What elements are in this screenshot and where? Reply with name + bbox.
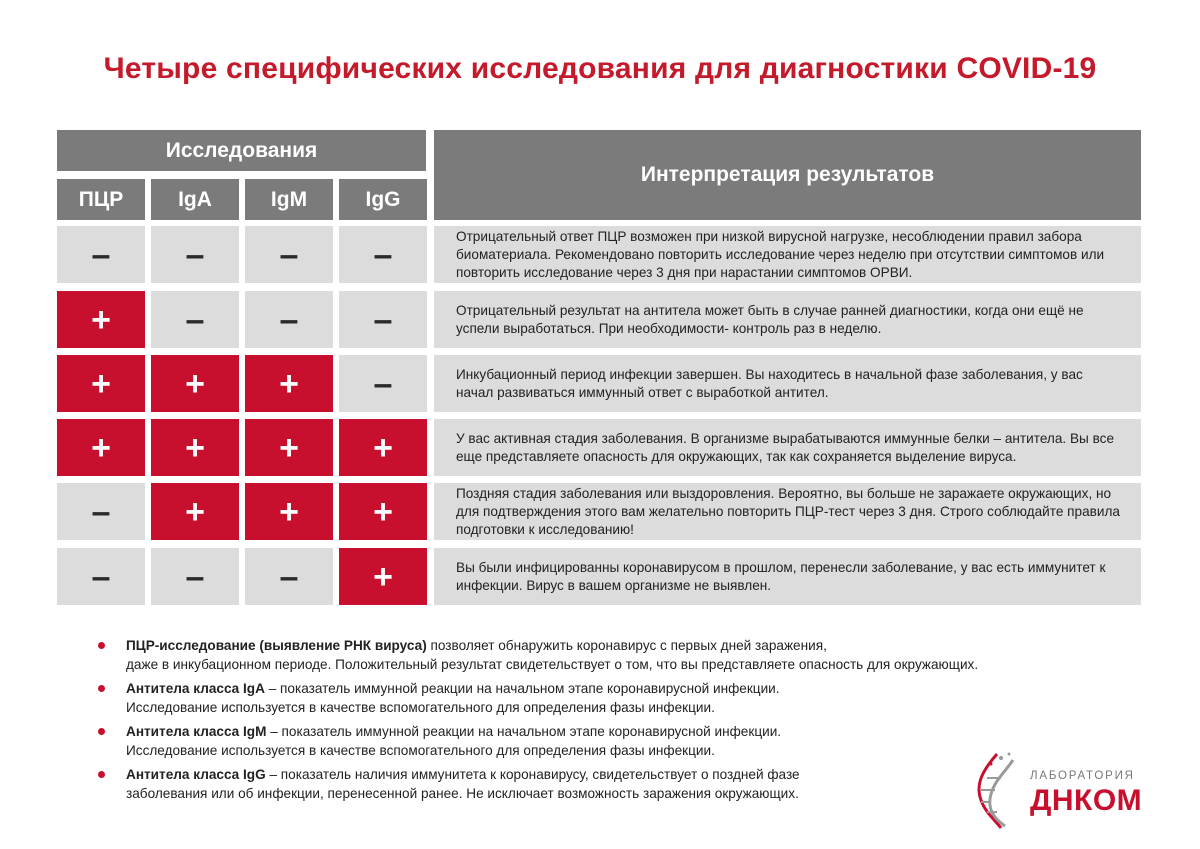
- minus-sign: –: [185, 235, 205, 274]
- note-text: Исследование используется в качестве вспомогательного для определения фазы инфекции.: [126, 699, 715, 715]
- note-text: даже в инкубационном периоде. Положительный результат свидетельствует о том, что вы представляете опасность для окружающих.: [126, 656, 979, 672]
- result-cell-igm: [245, 419, 333, 476]
- note-iga: [98, 680, 1098, 717]
- column-header-pcr: ПЦР: [57, 179, 145, 220]
- result-cell-iga: [151, 419, 239, 476]
- minus-sign: –: [373, 300, 393, 339]
- page-title: Четыре специфических исследования для диагностики COVID-19: [103, 52, 1097, 85]
- note-pcr: [98, 637, 1098, 674]
- interpretation-text: У вас активная стадия заболевания. В организме вырабатываются иммунные белки – антитела. Вы все еще представляете опасность для окружающих, так как сохраняется выделение вируса.: [434, 419, 1141, 476]
- bullet-icon: [98, 685, 105, 692]
- result-cell-igg: [339, 355, 427, 412]
- result-cell-igm: [245, 226, 333, 283]
- dna-icon: [965, 750, 1035, 830]
- result-cell-igg: [339, 548, 427, 605]
- minus-sign: –: [91, 557, 111, 596]
- interpretation-text: Отрицательный результат на антитела может быть в случае ранней диагностики, когда они ещё не успели выработаться. При необходимости- контроль раз в неделю.: [434, 291, 1141, 348]
- plus-sign: +: [185, 492, 205, 531]
- logo-subtitle: ЛАБОРАТОРИЯ: [1030, 770, 1135, 782]
- column-header-iga: IgA: [151, 179, 239, 220]
- plus-sign: +: [279, 364, 299, 403]
- plus-sign: +: [279, 428, 299, 467]
- minus-sign: –: [279, 557, 299, 596]
- result-cell-iga: [151, 291, 239, 348]
- note-text: позволяет обнаружить коронавирус с первых дней заражения,: [426, 638, 827, 653]
- note-text: – показатель иммунной реакции на начальном этапе коронавирусной инфекции.: [266, 724, 782, 739]
- result-cell-igg: [339, 226, 427, 283]
- plus-sign: +: [91, 364, 111, 403]
- result-cell-igm: [245, 291, 333, 348]
- result-cell-pcr: [57, 226, 145, 283]
- note-text: – показатель иммунной реакции на начальном этапе коронавирусной инфекции.: [264, 681, 780, 696]
- result-cell-pcr: [57, 291, 145, 348]
- note-term: ПЦР-исследование (выявление РНК вируса): [126, 638, 427, 653]
- result-cell-pcr: [57, 483, 145, 540]
- note-text: Исследование используется в качестве вспомогательного для определения фазы инфекции.: [126, 742, 715, 758]
- note-text: заболевания или об инфекции, перенесенной ранее. Не исключает возможность заражения окружающих.: [126, 785, 799, 801]
- note-term: Антитела класса IgG: [126, 767, 266, 782]
- result-cell-pcr: [57, 419, 145, 476]
- note-igm: [98, 723, 1098, 760]
- plus-sign: +: [185, 364, 205, 403]
- note-term: Антитела класса IgM: [126, 724, 267, 739]
- result-cell-igg: [339, 483, 427, 540]
- plus-sign: +: [279, 492, 299, 531]
- result-cell-iga: [151, 226, 239, 283]
- plus-sign: +: [373, 557, 393, 596]
- logo-name: ДНКОМ: [1030, 784, 1143, 817]
- result-cell-iga: [151, 355, 239, 412]
- note-igg: [98, 766, 1098, 803]
- result-cell-igm: [245, 355, 333, 412]
- minus-sign: –: [373, 235, 393, 274]
- bullet-icon: [98, 642, 105, 649]
- minus-sign: –: [373, 364, 393, 403]
- minus-sign: –: [185, 557, 205, 596]
- interpretation-text: Отрицательный ответ ПЦР возможен при низкой вирусной нагрузке, несоблюдении правил забора биоматериала. Рекомендовано повторить исследование через неделю при отсутствии симптомов или повторить исследование через 3 дня при нарастании симптомов ОРВИ.: [434, 226, 1141, 283]
- interpretation-header: Интерпретация результатов: [434, 130, 1141, 220]
- result-cell-pcr: [57, 548, 145, 605]
- note-text: – показатель наличия иммунитета к коронавирусу, свидетельствует о поздней фазе: [265, 767, 800, 782]
- result-cell-iga: [151, 548, 239, 605]
- plus-sign: +: [91, 300, 111, 339]
- minus-sign: –: [185, 300, 205, 339]
- plus-sign: +: [185, 428, 205, 467]
- plus-sign: +: [373, 428, 393, 467]
- studies-header: Исследования: [57, 130, 426, 171]
- minus-sign: –: [91, 235, 111, 274]
- minus-sign: –: [91, 492, 111, 531]
- result-cell-iga: [151, 483, 239, 540]
- interpretation-text: Поздняя стадия заболевания или выздоровления. Вероятно, вы больше не заражаете окружающих, но для подтверждения этого вам желательно повторить ПЦР-тест через 3 дня. Строго соблюдайте правила подготовки к исследованию!: [434, 483, 1141, 540]
- column-header-igg: IgG: [339, 179, 427, 220]
- result-cell-igg: [339, 291, 427, 348]
- minus-sign: –: [279, 235, 299, 274]
- interpretation-text: Инкубационный период инфекции завершен. Вы находитесь в начальной фазе заболевания, у вас начал развиваться иммунный ответ с выработкой антител.: [434, 355, 1141, 412]
- plus-sign: +: [91, 428, 111, 467]
- plus-sign: +: [373, 492, 393, 531]
- bullet-icon: [98, 728, 105, 735]
- notes-list: [98, 637, 1098, 809]
- column-header-igm: IgM: [245, 179, 333, 220]
- result-cell-igm: [245, 483, 333, 540]
- note-term: Антитела класса IgA: [126, 681, 265, 696]
- bullet-icon: [98, 771, 105, 778]
- result-cell-igg: [339, 419, 427, 476]
- result-cell-pcr: [57, 355, 145, 412]
- interpretation-text: Вы были инфицированны коронавирусом в прошлом, перенесли заболевание, у вас есть иммунитет к инфекции. Вирус в вашем организме не выявлен.: [434, 548, 1141, 605]
- minus-sign: –: [279, 300, 299, 339]
- result-cell-igm: [245, 548, 333, 605]
